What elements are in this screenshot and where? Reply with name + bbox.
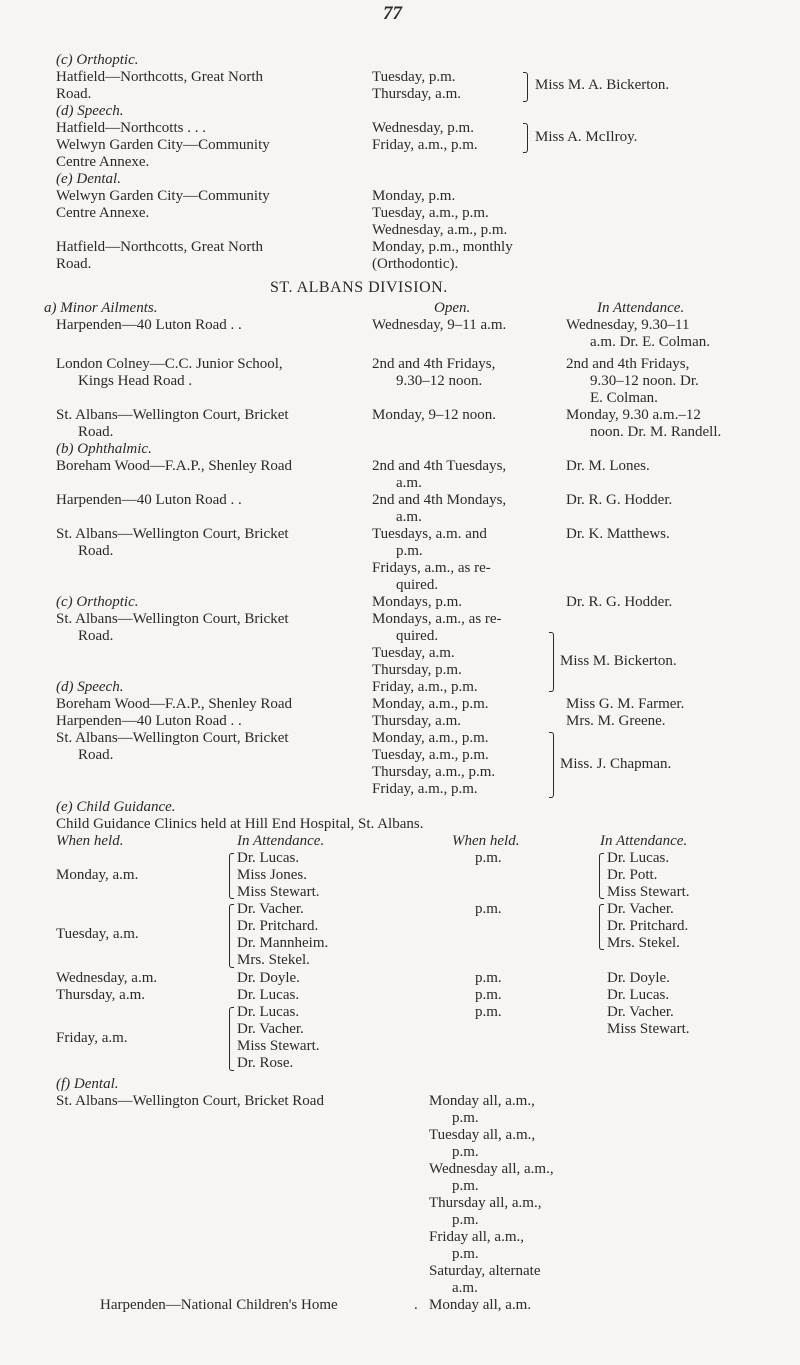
speech-location-cont: Centre Annexe.: [56, 154, 150, 170]
clinic-attendance: 9.30–12 noon. Dr.: [590, 373, 699, 389]
clinic-location-cont: Road.: [78, 747, 114, 763]
clinic-day: Wednesday, a.m.: [56, 970, 158, 986]
column-header-open: Open.: [434, 300, 471, 316]
speech-location: Welwyn Garden City—Community: [56, 137, 270, 153]
dental-time: p.m.: [452, 1144, 479, 1160]
dental-location-cont: Road.: [56, 256, 92, 272]
clinic-attendance: Wednesday, 9.30–11: [566, 317, 690, 333]
clinic-location: St. Albans—Wellington Court, Bricket: [56, 526, 289, 542]
dental-time: Wednesday all, a.m.,: [429, 1161, 554, 1177]
dental-time: p.m.: [452, 1246, 479, 1262]
staff-name: Dr. Pritchard.: [607, 918, 689, 934]
staff-name: Dr. Lucas.: [607, 850, 670, 866]
orthoptic-staff: Miss M. A. Bickerton.: [535, 77, 670, 93]
clinic-open: Tuesday, a.m.: [372, 645, 455, 661]
clinic-open: Tuesdays, a.m. and: [372, 526, 487, 542]
clinic-location: Harpenden—40 Luton Road . .: [56, 317, 242, 333]
staff-name: Miss Stewart.: [237, 1038, 320, 1054]
dental-heading: (f) Dental.: [56, 1076, 119, 1092]
speech-time: Wednesday, p.m.: [372, 120, 474, 136]
clinic-attendance: Dr. K. Matthews.: [566, 526, 670, 542]
staff-name: Dr. Vacher.: [237, 1021, 304, 1037]
brace: [229, 1007, 234, 1071]
dental-time: Tuesday, a.m., p.m.: [372, 205, 489, 221]
minor-ailments-heading: a) Minor Ailments.: [44, 300, 158, 316]
clinic-attendance: 2nd and 4th Fridays,: [566, 356, 690, 372]
clinic-open: 2nd and 4th Tuesdays,: [372, 458, 507, 474]
orthoptic-location: Hatfield—Northcotts, Great North: [56, 69, 264, 85]
clinic-open: Thursday, a.m.: [372, 713, 462, 729]
clinic-location-cont: Road.: [78, 424, 114, 440]
staff-name: Dr. Doyle.: [237, 970, 300, 986]
brace: [523, 123, 528, 153]
brace: [229, 904, 234, 968]
column-header-attendance: In Attendance.: [600, 833, 688, 849]
dental-time: Saturday, alternate: [429, 1263, 541, 1279]
clinic-open: a.m.: [396, 475, 422, 491]
child-guidance-intro: Child Guidance Clinics held at Hill End Hospital, St. Albans.: [56, 816, 424, 832]
staff-name: Dr. Vacher.: [237, 901, 304, 917]
brace: [549, 732, 554, 798]
division-title: ST. ALBANS DIVISION.: [270, 279, 448, 296]
clinic-open: Thursday, p.m.: [372, 662, 462, 678]
dental-time: Wednesday, a.m., p.m.: [372, 222, 508, 238]
page-number: 77: [383, 3, 402, 24]
clinic-attendance: Mrs. M. Greene.: [566, 713, 666, 729]
clinic-open: quired.: [396, 577, 439, 593]
dental-location: St. Albans—Wellington Court, Bricket Road: [56, 1093, 324, 1109]
staff-name: Dr. Vacher.: [607, 901, 674, 917]
dental-time: Thursday all, a.m.,: [429, 1195, 542, 1211]
clinic-open: a.m.: [396, 509, 422, 525]
clinic-open: Monday, 9–12 noon.: [372, 407, 497, 423]
staff-name: Dr. Lucas.: [237, 987, 300, 1003]
orthoptic-time: Thursday, a.m.: [372, 86, 462, 102]
dental-location: Welwyn Garden City—Community: [56, 188, 270, 204]
staff-name: Miss Stewart.: [237, 884, 320, 900]
clinic-attendance: Dr. M. Lones.: [566, 458, 650, 474]
clinic-location: Boreham Wood—F.A.P., Shenley Road: [56, 458, 293, 474]
orthoptic-location-cont: Road.: [56, 86, 92, 102]
clinic-open: Tuesday, a.m., p.m.: [372, 747, 489, 763]
clinic-session: p.m.: [475, 901, 502, 917]
speech-location: Hatfield—Northcotts . . .: [56, 120, 206, 136]
clinic-open: 2nd and 4th Fridays,: [372, 356, 496, 372]
brace: [229, 853, 234, 899]
column-header-when: When held.: [452, 833, 520, 849]
clinic-location: St. Albans—Wellington Court, Bricket: [56, 407, 289, 423]
clinic-open: Mondays, a.m., as re-: [372, 611, 502, 627]
staff-name: Mrs. Stekel.: [607, 935, 680, 951]
clinic-open: Wednesday, 9–11 a.m.: [372, 317, 507, 333]
clinic-location-cont: Road.: [78, 628, 114, 644]
staff-name: Mrs. Stekel.: [237, 952, 310, 968]
clinic-open: p.m.: [396, 543, 423, 559]
clinic-open: Friday, a.m., p.m.: [372, 781, 478, 797]
staff-name: Dr. Pritchard.: [237, 918, 319, 934]
clinic-open: Monday, a.m., p.m.: [372, 730, 489, 746]
dental-time: Monday, p.m.: [372, 188, 456, 204]
clinic-open: 2nd and 4th Mondays,: [372, 492, 507, 508]
clinic-day: Thursday, a.m.: [56, 987, 146, 1003]
speech-heading: (d) Speech.: [56, 679, 124, 695]
clinic-attendance: Miss. J. Chapman.: [560, 756, 672, 772]
dental-location: Hatfield—Northcotts, Great North: [56, 239, 264, 255]
ophthalmic-heading: (b) Ophthalmic.: [56, 441, 152, 457]
dental-time: Monday all, a.m.,: [429, 1093, 535, 1109]
clinic-day: Monday, a.m.: [56, 867, 139, 883]
leader-dot: .: [414, 1297, 418, 1313]
clinic-open: 9.30–12 noon.: [396, 373, 483, 389]
staff-name: Dr. Rose.: [237, 1055, 294, 1071]
clinic-location: St. Albans—Wellington Court, Bricket: [56, 730, 289, 746]
dental-time: Tuesday all, a.m.,: [429, 1127, 536, 1143]
speech-staff: Miss A. McIlroy.: [535, 129, 638, 145]
staff-name: Dr. Pott.: [607, 867, 658, 883]
staff-name: Miss Jones.: [237, 867, 308, 883]
dental-time: p.m.: [452, 1212, 479, 1228]
dental-time: Monday all, a.m.: [429, 1297, 532, 1313]
clinic-attendance: Monday, 9.30 a.m.–12: [566, 407, 701, 423]
clinic-attendance: Dr. R. G. Hodder.: [566, 492, 673, 508]
brace: [523, 72, 528, 102]
clinic-session: p.m.: [475, 970, 502, 986]
dental-time: Friday all, a.m.,: [429, 1229, 524, 1245]
orthoptic-heading: (c) Orthoptic.: [56, 594, 139, 610]
clinic-open: Friday, a.m., p.m.: [372, 679, 478, 695]
clinic-session: p.m.: [475, 1004, 502, 1020]
clinic-attendance: Miss G. M. Farmer.: [566, 696, 685, 712]
orthoptic-heading: (c) Orthoptic.: [56, 52, 139, 68]
dental-location: Harpenden—National Children's Home: [100, 1297, 338, 1313]
orthoptic-time: Tuesday, p.m.: [372, 69, 456, 85]
staff-name: Dr. Vacher.: [607, 1004, 674, 1020]
clinic-attendance: Dr. R. G. Hodder.: [566, 594, 673, 610]
dental-time: a.m.: [452, 1280, 478, 1296]
dental-time: Monday, p.m., monthly: [372, 239, 513, 255]
dental-time: (Orthodontic).: [372, 256, 459, 272]
clinic-day: Tuesday, a.m.: [56, 926, 139, 942]
staff-name: Dr. Doyle.: [607, 970, 670, 986]
child-guidance-heading: (e) Child Guidance.: [56, 799, 176, 815]
dental-heading: (e) Dental.: [56, 171, 121, 187]
staff-name: Miss Stewart.: [607, 1021, 690, 1037]
clinic-location: Harpenden—40 Luton Road . .: [56, 492, 242, 508]
clinic-open: Thursday, a.m., p.m.: [372, 764, 496, 780]
dental-location-cont: Centre Annexe.: [56, 205, 150, 221]
clinic-location-cont: Kings Head Road .: [78, 373, 193, 389]
speech-time: Friday, a.m., p.m.: [372, 137, 478, 153]
column-header-attendance: In Attendance.: [237, 833, 325, 849]
staff-name: Dr. Lucas.: [607, 987, 670, 1003]
clinic-day: Friday, a.m.: [56, 1030, 128, 1046]
clinic-open: Mondays, p.m.: [372, 594, 462, 610]
brace: [599, 904, 604, 950]
clinic-session: p.m.: [475, 850, 502, 866]
clinic-attendance: noon. Dr. M. Randell.: [590, 424, 722, 440]
dental-time: p.m.: [452, 1178, 479, 1194]
staff-name: Dr. Lucas.: [237, 850, 300, 866]
clinic-location: Boreham Wood—F.A.P., Shenley Road: [56, 696, 293, 712]
clinic-open: Fridays, a.m., as re-: [372, 560, 491, 576]
clinic-attendance: a.m. Dr. E. Colman.: [590, 334, 710, 350]
clinic-location: St. Albans—Wellington Court, Bricket: [56, 611, 289, 627]
clinic-open: Monday, a.m., p.m.: [372, 696, 489, 712]
staff-name: Miss Stewart.: [607, 884, 690, 900]
clinic-location: Harpenden—40 Luton Road . .: [56, 713, 242, 729]
staff-name: Dr. Mannheim.: [237, 935, 329, 951]
column-header-when: When held.: [56, 833, 124, 849]
brace: [599, 853, 604, 899]
dental-time: p.m.: [452, 1110, 479, 1126]
brace: [549, 632, 554, 692]
speech-heading: (d) Speech.: [56, 103, 124, 119]
clinic-location: London Colney—C.C. Junior School,: [56, 356, 283, 372]
clinic-attendance: Miss M. Bickerton.: [560, 653, 677, 669]
clinic-open: quired.: [396, 628, 439, 644]
clinic-location-cont: Road.: [78, 543, 114, 559]
column-header-attendance: In Attendance.: [597, 300, 685, 316]
staff-name: Dr. Lucas.: [237, 1004, 300, 1020]
clinic-attendance: E. Colman.: [590, 390, 658, 406]
clinic-session: p.m.: [475, 987, 502, 1003]
